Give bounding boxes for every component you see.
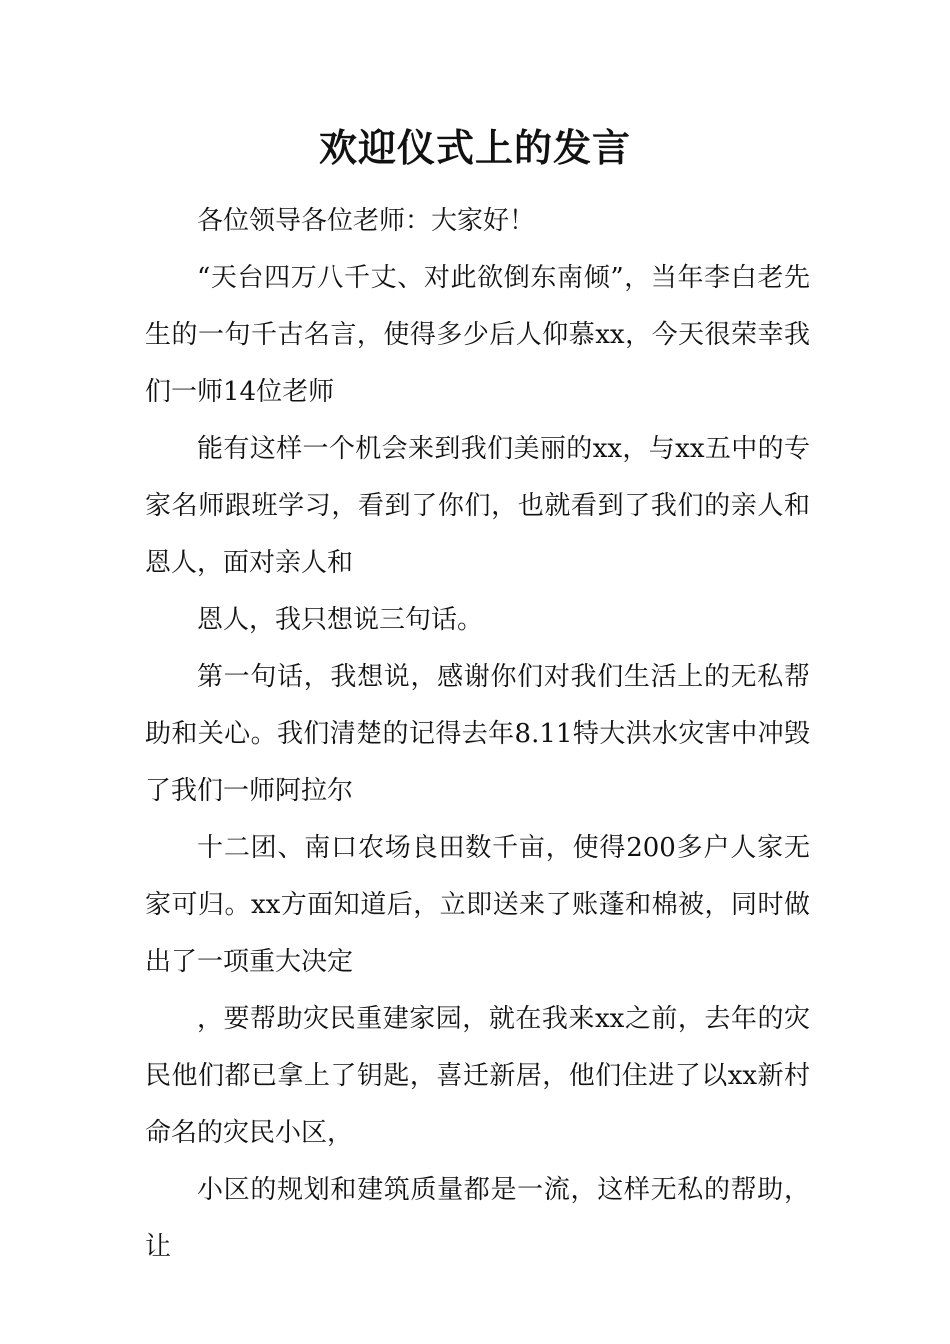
paragraph-greeting: 各位领导各位老师：大家好！ (197, 206, 536, 236)
paragraph-rebuild-homes: ，要帮助灾民重建家园，就在我来xx之前，去年的灾民他们都已拿上了钥匙，喜迁新居，他们住进了以xx新村命名的灾民小区， (145, 1004, 810, 1148)
document-title: 欢迎仪式上的发言 (318, 125, 631, 170)
paragraph-opportunity: 能有这样一个机会来到我们美丽的xx，与xx五中的专家名师跟班学习，看到了你们，也就看到了我们的亲人和恩人，面对亲人和 (145, 434, 810, 578)
paragraph-flood-relief: 十二团、南口农场良田数千亩，使得200多户人家无家可归。xx方面知道后，立即送来了账蓬和棉被，同时做出了一项重大决定 (145, 833, 810, 977)
paragraph-three-sentences: 恩人，我只想说三句话。 (197, 605, 484, 635)
paragraph-first-sentence: 第一句话，我想说，感谢你们对我们生活上的无私帮助和关心。我们清楚的记得去年8.11特大洪水灾害中冲毁了我们一师阿拉尔 (145, 662, 810, 806)
paragraph-community-quality: 小区的规划和建筑质量都是一流，这样无私的帮助，让 (145, 1175, 810, 1262)
paragraph-quote: “天台四万八千丈、对此欲倒东南倾”，当年李白老先生的一句千古名言，使得多少后人仰慕xx，今天很荣幸我们一师14位老师 (145, 263, 810, 407)
document-body (145, 193, 810, 1276)
